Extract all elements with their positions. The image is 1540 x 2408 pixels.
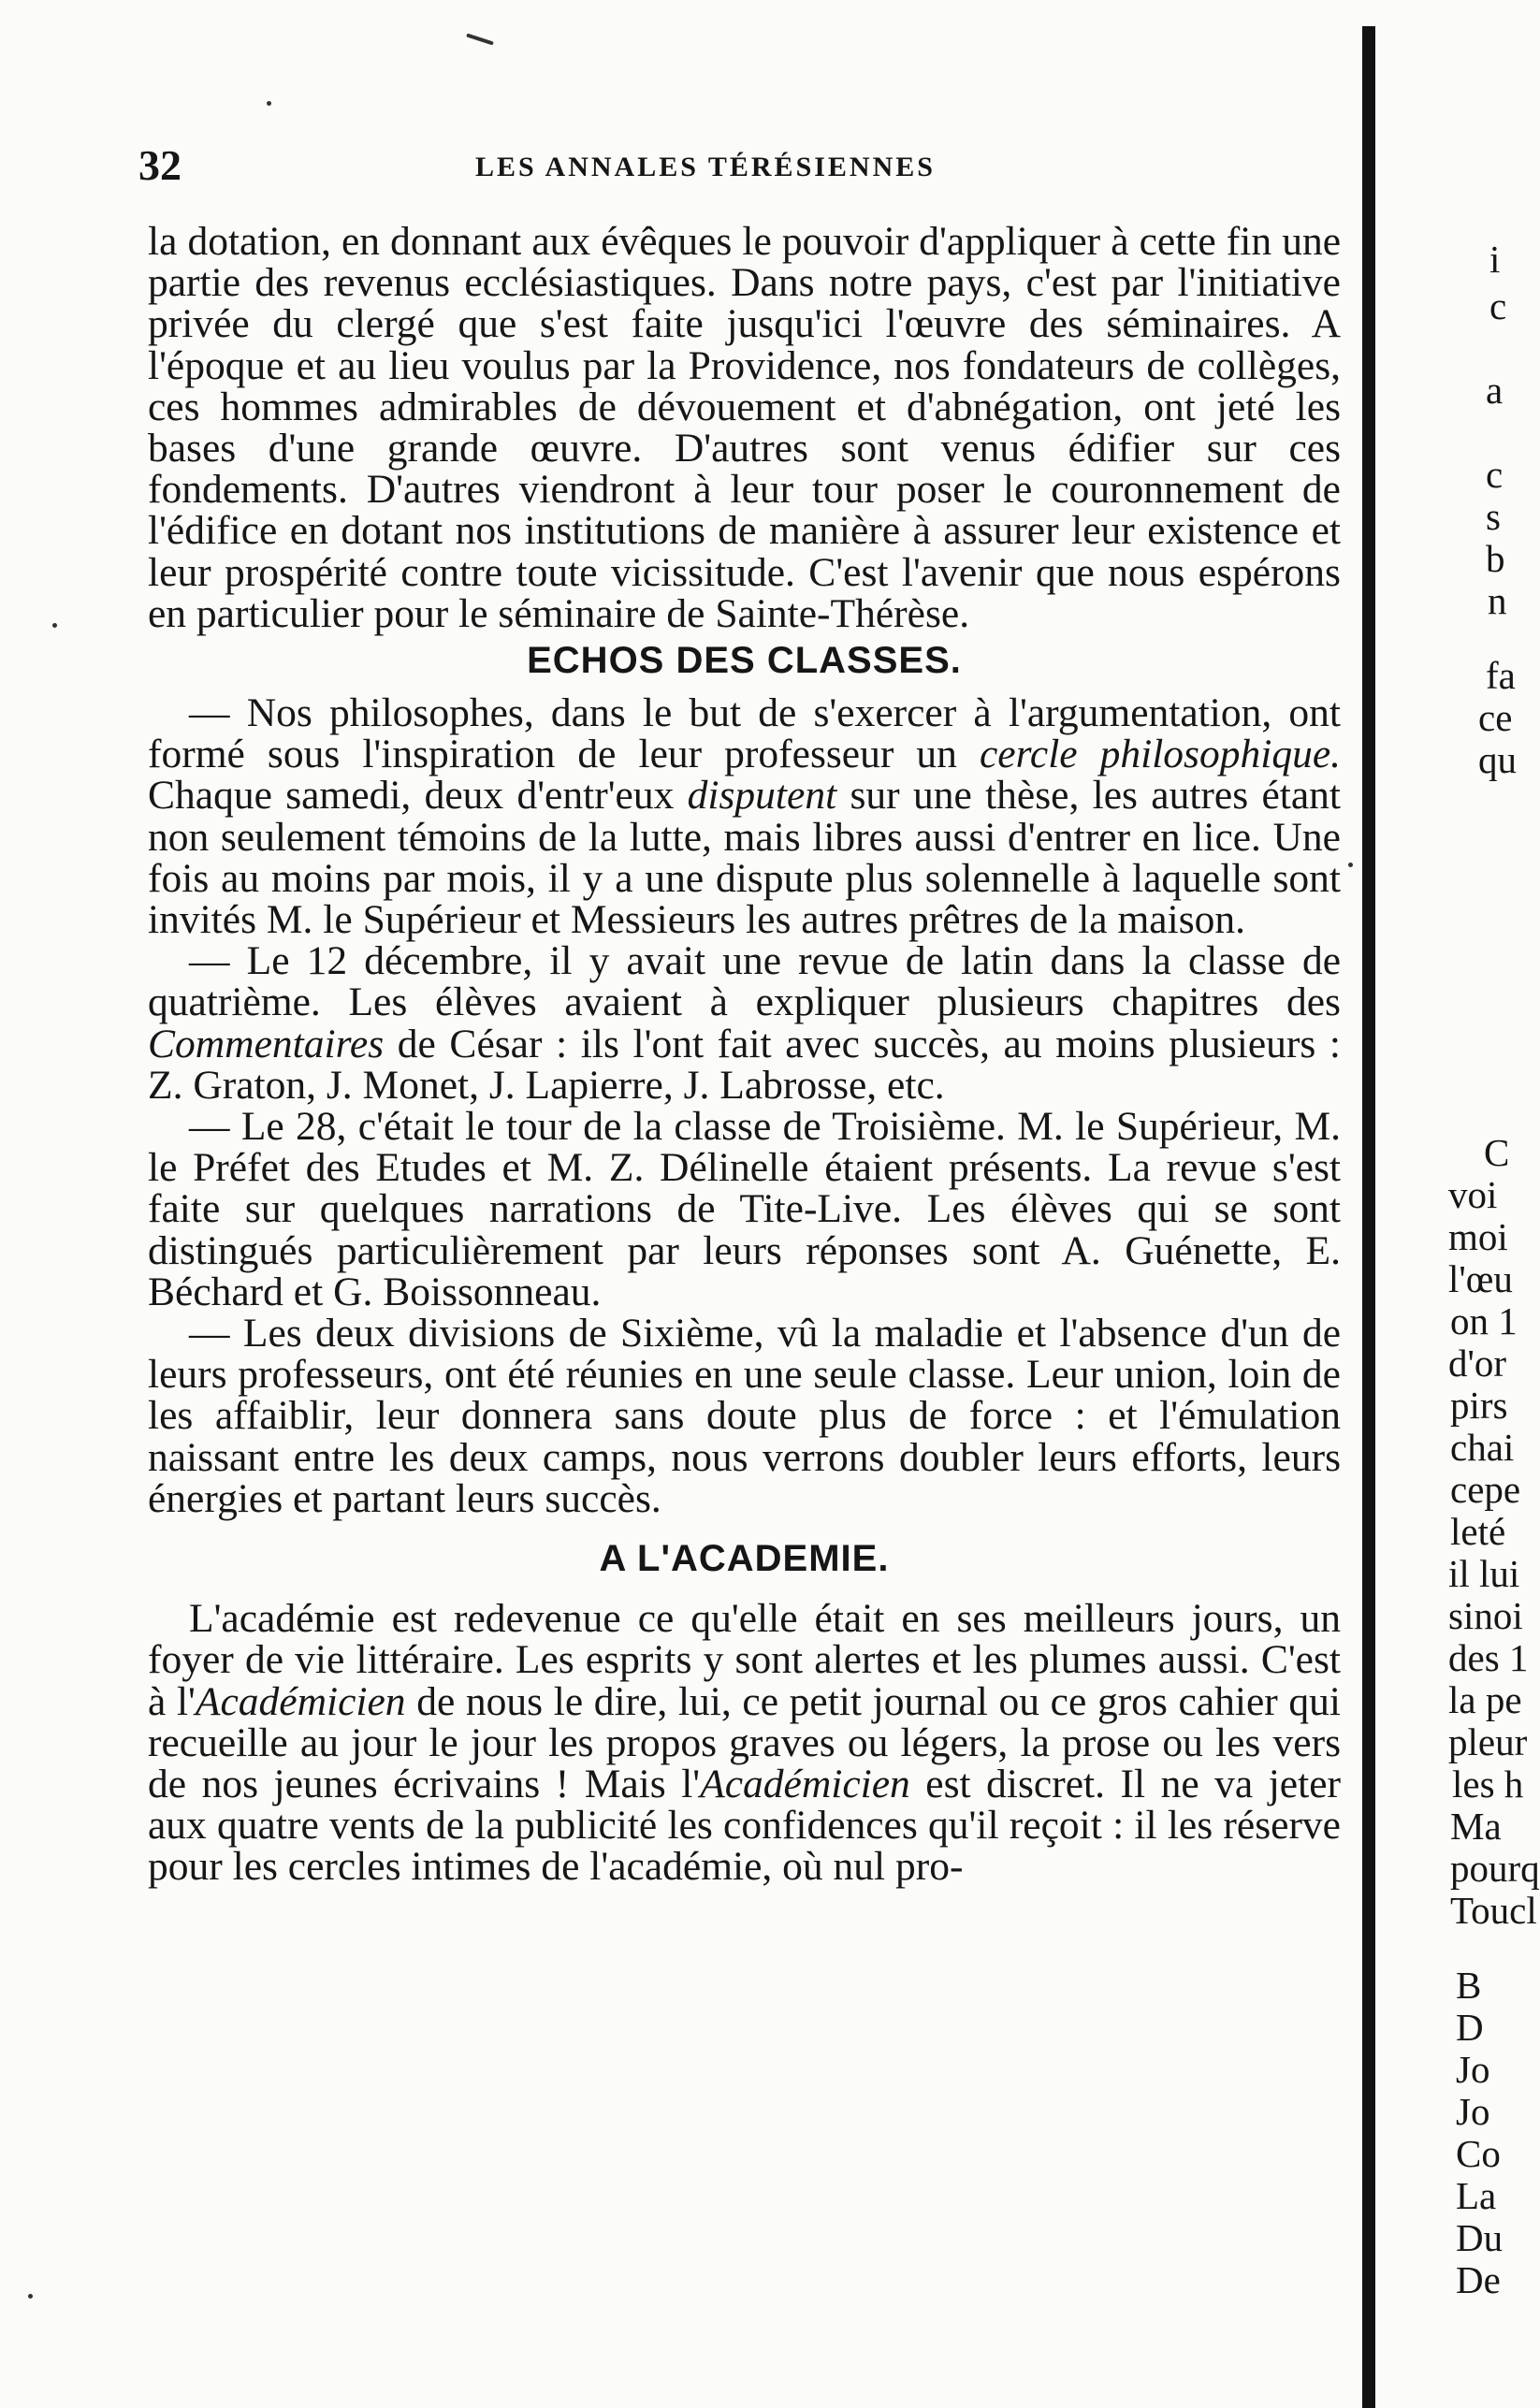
- text-span: L'académie est redevenue ce qu'elle était en ses meilleurs jours, un foyer de vie littéraire. Les esprits y sont alertes et les plumes aussi. C'est à l': [148, 1596, 1341, 1724]
- adjacent-page-fragment: c: [1489, 284, 1507, 327]
- adjacent-page-fragment: Jo: [1456, 2090, 1490, 2133]
- adjacent-page-fragment: B: [1456, 1964, 1482, 2007]
- adjacent-page-fragment: Toucl: [1450, 1889, 1537, 1932]
- adjacent-page-fragment: l'œu: [1448, 1257, 1513, 1300]
- adjacent-page-fragment: b: [1486, 537, 1505, 580]
- italic-word: disputent: [687, 773, 837, 819]
- adjacent-page-fragment: sinoi: [1448, 1594, 1523, 1637]
- adjacent-page-fragment: moi: [1448, 1215, 1508, 1258]
- scan-speck: [52, 623, 57, 628]
- adjacent-page-fragment: Ma: [1450, 1805, 1502, 1848]
- adjacent-page-fragment: pourq: [1450, 1847, 1540, 1890]
- adjacent-page-fragment: il lui: [1448, 1552, 1520, 1595]
- paragraph-academie: [148, 1596, 1341, 1890]
- paragraph-12-decembre: [148, 940, 1341, 1106]
- adjacent-page-fragment: la pe: [1448, 1678, 1522, 1721]
- adjacent-page-fragment: c: [1486, 453, 1504, 496]
- adjacent-page-fragment: i: [1489, 238, 1501, 281]
- text-span: de nous le dire, lui, ce petit journal ou ce gros cahier qui recueille au jour le jour les propos graves ou légers, la prose ou les vers de nos jeunes écrivains ! Mais l': [148, 1678, 1341, 1806]
- paragraph-sixieme: — Les deux divisions de Sixième, vû la maladie et l'absence d'un de leurs professeurs, ont été réunies en une seule classe. Leur union, loin de les affaiblir, leur donnera sans doute plus de force : et l'émulation naissant entre les deux camps, nous verrons doubler leurs efforts, leurs énergies et partant leurs succès.: [148, 1311, 1341, 1521]
- adjacent-page-fragment: De: [1456, 2258, 1501, 2301]
- italic-word: Académicien: [195, 1678, 406, 1724]
- text-span: Chaque samedi, deux d'entr'eux: [148, 773, 688, 819]
- adjacent-page-fragment: cepe: [1450, 1468, 1521, 1511]
- adjacent-page-fragment: fa: [1486, 654, 1516, 697]
- adjacent-page-fragment: qu: [1478, 738, 1517, 781]
- scan-speck: [1348, 863, 1353, 867]
- adjacent-page-fragment: des 1: [1448, 1636, 1529, 1679]
- adjacent-page-fragment: les h: [1452, 1762, 1524, 1806]
- paragraph-28: — Le 28, c'était le tour de la classe de Troisième. M. le Supérieur, M. le Préfet des Etudes et M. Z. Délinelle étaient présents. La revue s'est faite sur quelques narrations de Tite-Live. Les élèves qui se sont distingués particulièrement par leurs réponses sont A. Guénette, E. Béchard et G. Boissonneau.: [148, 1104, 1341, 1314]
- text-span: sur une thèse, les autres étant non seulement témoins de la lutte, mais libres aussi d'entrer en lice. Une fois au moins par mois, il y a une dispute plus solennelle à laquelle sont invités M. le Supérieur et Messieurs les autres prêtres de la maison.: [148, 773, 1341, 943]
- text-span: — Le 12 décembre, il y avait une revue de latin dans la classe de quatrième. Les élèves avaient à expliquer plusieurs chapitres des: [148, 938, 1341, 1025]
- page-number: 32: [138, 141, 182, 189]
- paragraph-philosophes: [148, 690, 1342, 943]
- scan-speck: [466, 33, 494, 45]
- running-title: LES ANNALES TÉRÉSIENNES: [475, 152, 936, 182]
- adjacent-page-fragment: d'or: [1448, 1342, 1507, 1385]
- paragraph-intro: la dotation, en donnant aux évêques le pouvoir d'appliquer à cette fin une partie des revenus ecclésiastiques. Dans notre pays, c'est par l'initiative privée du clergé que s'est faite jusqu'ici l'œuvre des séminaires. A l'époque et au lieu voulus par la Providence, nos fondateurs de collèges, ces hommes admirables de dévouement et d'abnégation, ont jeté les bases d'une grande œuvre. D'autres sont venus édifier sur ces fondements. D'autres viendront à leur tour poser le couronnement de l'édifice en dotant nos institutions de manière à assurer leur existence et leur prospérité contre toute vicissitude. C'est l'avenir que nous espérons en particulier pour le séminaire de Sainte-Thérèse.: [148, 219, 1341, 636]
- article-body: [148, 221, 1341, 1888]
- adjacent-page-fragment: La: [1456, 2174, 1497, 2217]
- italic-word: Académicien: [700, 1761, 910, 1806]
- adjacent-page-fragment: on 1: [1450, 1299, 1518, 1342]
- adjacent-page-fragment: leté: [1450, 1510, 1506, 1553]
- text-span: est discret. Il ne va jeter aux quatre vents de la publicité les confidences qu'il reçoit : il les réserve pour les cercles intimes de l'académie, où nul pro-: [148, 1761, 1341, 1890]
- adjacent-page-fragment: pirs: [1450, 1384, 1508, 1427]
- page-header: [138, 140, 1345, 196]
- text-span: de César : ils l'ont fait avec succès, au moins plusieurs : Z. Graton, J. Monet, J. Lapierre, J. Labrosse, etc.: [148, 1021, 1341, 1108]
- section-heading-academie: A L'ACADEMIE.: [599, 1538, 890, 1580]
- adjacent-page-fragment: a: [1486, 369, 1504, 412]
- scan-speck: [267, 101, 271, 106]
- adjacent-page-fragment: chai: [1450, 1426, 1515, 1469]
- scan-speck: [28, 2294, 33, 2299]
- gutter-rule: [1362, 26, 1375, 2408]
- adjacent-page-fragment: ce: [1478, 696, 1513, 739]
- adjacent-page-fragment: D: [1456, 2006, 1484, 2049]
- adjacent-page-fragment: voi: [1448, 1173, 1498, 1216]
- adjacent-page-fragment: Jo: [1456, 2048, 1490, 2091]
- text-span: — Nos philosophes, dans le but de s'exercer à l'argumentation, ont formé sous l'inspiration de leur professeur un: [148, 690, 1341, 777]
- section-heading-echos: ECHOS DES CLASSES.: [527, 640, 962, 682]
- adjacent-page-fragment: Co: [1456, 2132, 1501, 2175]
- italic-word: Commentaires: [148, 1021, 385, 1066]
- adjacent-page-fragment: Du: [1456, 2216, 1504, 2259]
- adjacent-page-fragment: n: [1488, 579, 1507, 622]
- adjacent-page-fragment: pleur: [1448, 1720, 1528, 1763]
- adjacent-page-fragment: s: [1486, 495, 1501, 538]
- italic-phrase: cercle philosophique.: [979, 732, 1342, 777]
- adjacent-page-fragment: C: [1484, 1131, 1510, 1174]
